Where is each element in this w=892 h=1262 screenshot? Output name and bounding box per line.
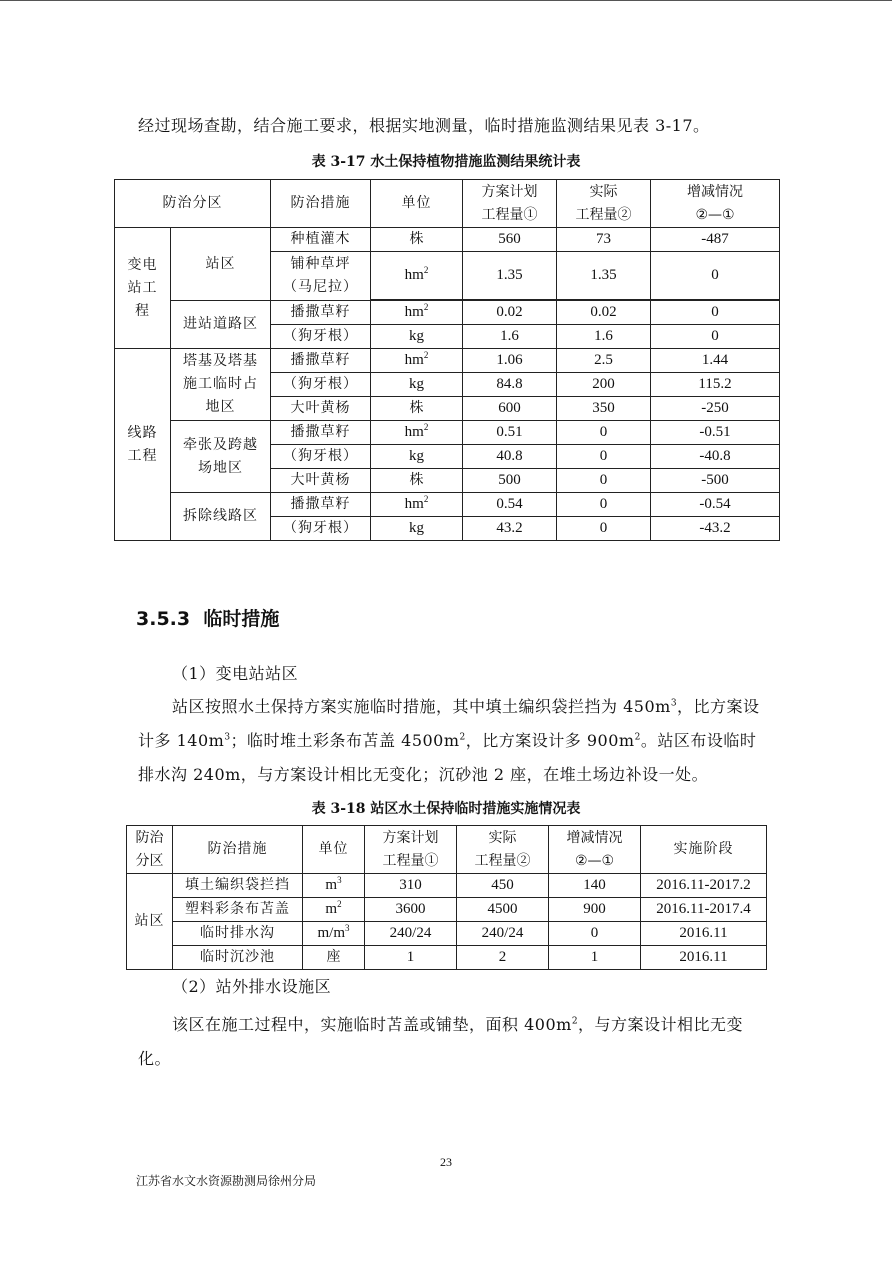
cell-diff: 0 — [651, 325, 780, 349]
cell-diff: 1 — [549, 946, 641, 970]
header-actual: 实际 工程量② — [557, 180, 651, 228]
measure-seed-species: （狗牙根） — [271, 373, 371, 397]
cell-diff: 0 — [651, 301, 780, 325]
subzone-access-road: 进站道路区 — [171, 301, 271, 349]
cell-unit: $hm^2$ — [371, 349, 463, 373]
cell-actual: 2 — [457, 946, 549, 970]
zone-station: 站区 — [127, 874, 173, 970]
cell-planned: 240/24 — [365, 922, 457, 946]
cell-diff: 900 — [549, 898, 641, 922]
cell-diff: -250 — [651, 397, 780, 421]
cell-planned: 0.51 — [463, 421, 557, 445]
cell-actual: 1.35 — [557, 252, 651, 300]
cell-planned: 310 — [365, 874, 457, 898]
cell-planned: 84.8 — [463, 373, 557, 397]
cell-actual: 0 — [557, 469, 651, 493]
page-number: 23 — [440, 1155, 452, 1169]
table-row — [127, 874, 767, 898]
header-measure: 防治措施 — [173, 826, 303, 874]
cell-diff: -0.51 — [651, 421, 780, 445]
cell-diff: 1.44 — [651, 349, 780, 373]
measure-seed: 播撒草籽 — [271, 493, 371, 517]
cell-unit: $hm^2$ — [371, 301, 463, 325]
cell-unit: kg — [371, 517, 463, 541]
cell-diff: -487 — [651, 228, 780, 252]
cell-planned: 500 — [463, 469, 557, 493]
cell-planned: 0.54 — [463, 493, 557, 517]
page-top-rule — [0, 0, 892, 1]
cell-actual: 0 — [557, 493, 651, 517]
cell-planned: 3600 — [365, 898, 457, 922]
table-3-18 — [126, 825, 767, 970]
table-row — [115, 493, 780, 517]
cell-actual: 1.6 — [557, 325, 651, 349]
cell-unit: 株 — [371, 397, 463, 421]
cell-diff: -500 — [651, 469, 780, 493]
cell-unit: kg — [371, 325, 463, 349]
header-actual: 实际 工程量② — [457, 826, 549, 874]
cell-measure: 临时沉沙池 — [173, 946, 303, 970]
cell-measure: 塑料彩条布苫盖 — [173, 898, 303, 922]
cell-unit: kg — [371, 373, 463, 397]
measure-shrub: 种植灌木 — [271, 228, 371, 252]
subzone-removal: 拆除线路区 — [171, 493, 271, 541]
cell-unit: $m^3$ — [303, 874, 365, 898]
table-3-17 — [114, 179, 780, 541]
cell-planned: 560 — [463, 228, 557, 252]
cell-unit: $hm^2$ — [371, 252, 463, 300]
footer-organization: 江苏省水文水资源勘测局徐州分局 — [136, 1174, 317, 1188]
header-planned: 方案计划 工程量① — [365, 826, 457, 874]
table-3-18-caption: 表 3-18 站区水土保持临时措施实施情况表 — [311, 801, 581, 817]
table-3-17-caption: 表 3-17 水土保持植物措施监测结果统计表 — [311, 154, 581, 170]
header-planned: 方案计划 工程量① — [463, 180, 557, 228]
measure-seed: 播撒草籽 — [271, 421, 371, 445]
cell-diff: 140 — [549, 874, 641, 898]
header-zone: 防治分区 — [115, 180, 271, 228]
cell-planned: 600 — [463, 397, 557, 421]
cell-stage: 2016.11-2017.2 — [641, 874, 767, 898]
cell-unit: $hm^2$ — [371, 421, 463, 445]
cell-actual: 350 — [557, 397, 651, 421]
subsection-2-paragraph: 该区在施工过程中，实施临时苫盖或铺垫，面积 $400m^2$，与方案设计相比无变化。 — [138, 1015, 744, 1068]
cell-diff: 0 — [549, 922, 641, 946]
measure-poplar: 大叶黄杨 — [271, 469, 371, 493]
cell-diff: 115.2 — [651, 373, 780, 397]
header-stage: 实施阶段 — [641, 826, 767, 874]
header-unit: 单位 — [371, 180, 463, 228]
cell-planned: 1.6 — [463, 325, 557, 349]
section-number: 3.5.3 — [136, 608, 191, 630]
cell-planned: 1 — [365, 946, 457, 970]
header-measure: 防治措施 — [271, 180, 371, 228]
measure-seed: 播撒草籽 — [271, 301, 371, 325]
header-diff: 增减情况 ②—① — [549, 826, 641, 874]
subzone-stringing: 牵张及跨越 场地区 — [171, 421, 271, 493]
measure-sod: 铺种草坪 （马尼拉） — [271, 252, 371, 301]
table-row — [115, 349, 780, 373]
subsection-2-title: （2）站外排水设施区 — [172, 977, 332, 996]
measure-seed-species: （狗牙根） — [271, 517, 371, 541]
table-row — [115, 228, 780, 252]
cell-actual: 0 — [557, 445, 651, 469]
cell-unit: kg — [371, 445, 463, 469]
section-heading — [136, 604, 279, 631]
intro-paragraph: 经过现场查勘，结合施工要求，根据实地测量，临时措施监测结果见表 3-17。 — [138, 116, 710, 135]
table-row — [127, 946, 767, 970]
cell-planned: 1.06 — [463, 349, 557, 373]
cell-planned: 1.35 — [463, 252, 557, 300]
cell-unit: $m/m^3$ — [303, 922, 365, 946]
cell-diff: 0 — [651, 252, 780, 300]
group-substation: 变电 站工 程 — [115, 228, 171, 349]
cell-diff: -0.54 — [651, 493, 780, 517]
cell-stage: 2016.11-2017.4 — [641, 898, 767, 922]
subzone-station: 站区 — [171, 228, 271, 301]
cell-stage: 2016.11 — [641, 922, 767, 946]
header-unit: 单位 — [303, 826, 365, 874]
table-row — [127, 898, 767, 922]
cell-actual: 200 — [557, 373, 651, 397]
cell-planned: 0.02 — [463, 301, 557, 325]
table-header-row — [127, 826, 767, 874]
table-row — [127, 922, 767, 946]
header-zone: 防治 分区 — [127, 826, 173, 874]
cell-measure: 临时排水沟 — [173, 922, 303, 946]
cell-planned: 43.2 — [463, 517, 557, 541]
cell-stage: 2016.11 — [641, 946, 767, 970]
measure-poplar: 大叶黄杨 — [271, 397, 371, 421]
subzone-tower: 塔基及塔基 施工临时占 地区 — [171, 349, 271, 421]
measure-seed-species: （狗牙根） — [271, 445, 371, 469]
cell-measure: 填土编织袋拦挡 — [173, 874, 303, 898]
cell-planned: 40.8 — [463, 445, 557, 469]
measure-seed-species: （狗牙根） — [271, 325, 371, 349]
subsection-1-title: （1）变电站站区 — [172, 664, 299, 683]
header-diff: 增减情况 ②—① — [651, 180, 780, 228]
cell-unit: 株 — [371, 469, 463, 493]
subsection-1-paragraph: 站区按照水土保持方案实施临时措施，其中填土编织袋拦挡为 $450m^3$，比方案设计多 $140m^3$；临时堆土彩条布苫盖 $4500m^2$，比方案设计多 $900m^2$。站区布设临时排水沟 240m，与方案设计相比无变化；沉砂池 2 座，在堆土场边补设一处。 — [138, 697, 760, 784]
table-header-row — [115, 180, 780, 228]
cell-diff: -40.8 — [651, 445, 780, 469]
section-title: 临时措施 — [203, 608, 280, 630]
cell-actual: 2.5 — [557, 349, 651, 373]
cell-unit: 座 — [303, 946, 365, 970]
table-row — [115, 301, 780, 325]
cell-actual: 450 — [457, 874, 549, 898]
group-line: 线路 工程 — [115, 349, 171, 541]
cell-unit: $m^2$ — [303, 898, 365, 922]
cell-actual: 0.02 — [557, 301, 651, 325]
cell-unit: $hm^2$ — [371, 493, 463, 517]
cell-actual: 73 — [557, 228, 651, 252]
cell-diff: -43.2 — [651, 517, 780, 541]
measure-seed: 播撒草籽 — [271, 349, 371, 373]
cell-actual: 0 — [557, 517, 651, 541]
cell-actual: 240/24 — [457, 922, 549, 946]
table-row — [115, 421, 780, 445]
cell-actual: 4500 — [457, 898, 549, 922]
cell-unit: 株 — [371, 228, 463, 252]
cell-actual: 0 — [557, 421, 651, 445]
